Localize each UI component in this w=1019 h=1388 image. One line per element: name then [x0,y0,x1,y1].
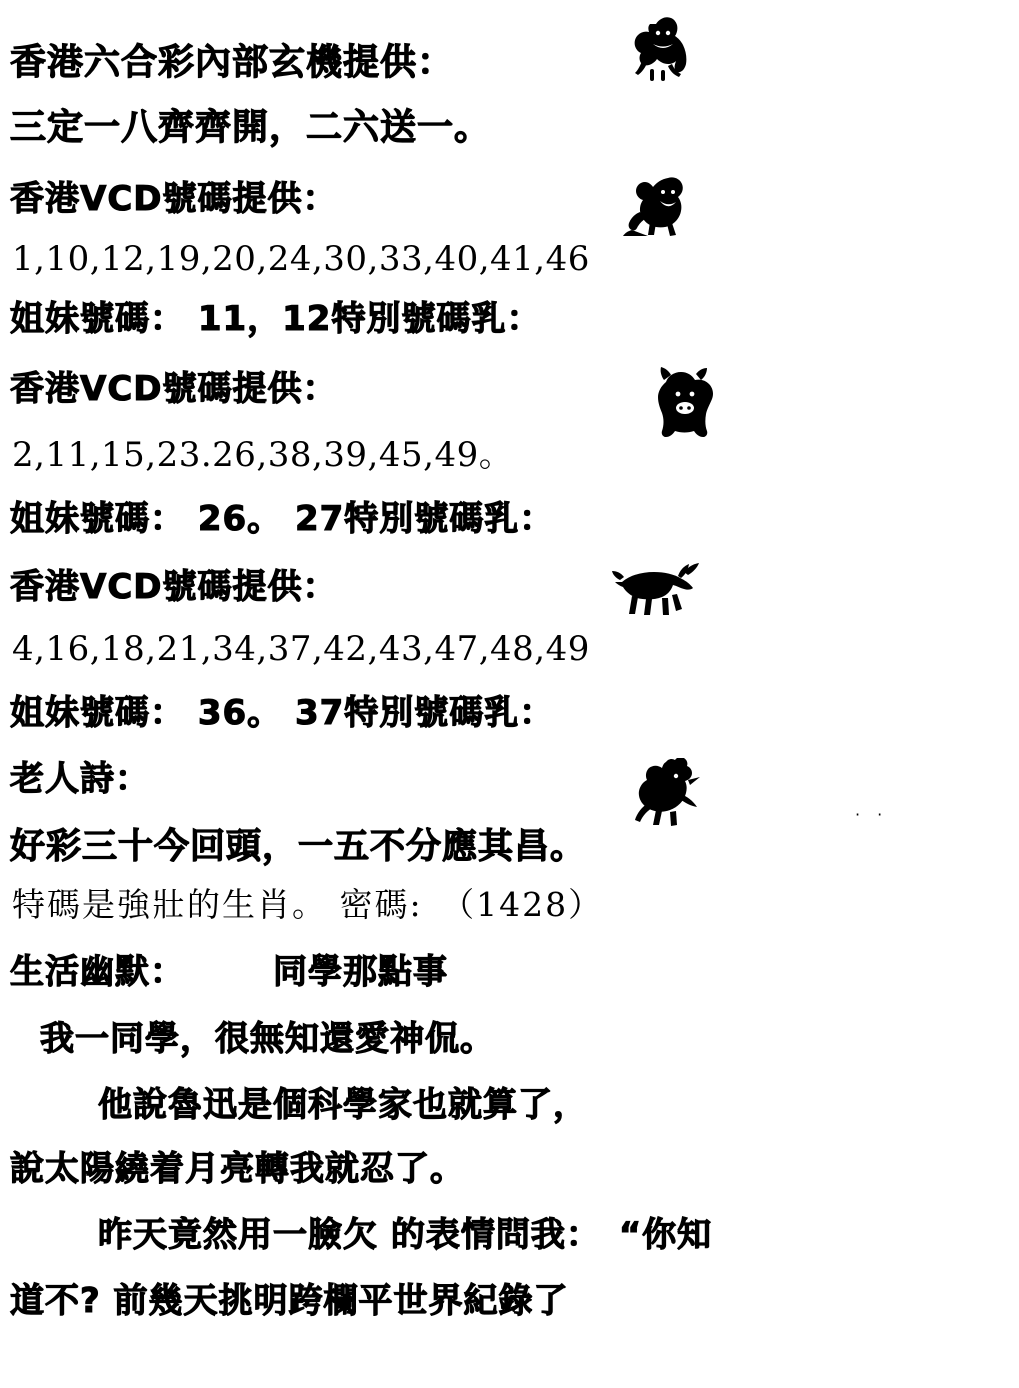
number-list-1: 1,10,12,19,20,24,30,33,40,41,46 [12,239,590,279]
rooster-stamp [628,758,714,828]
goat-stamp [612,560,702,616]
number-list-3: 4,16,18,21,34,37,42,43,47,48,49 [12,629,590,669]
heading-line-1: 香港六合彩內部玄機提供： [10,42,455,83]
old-man-poem-body: 好彩三十今回頭，一五不分應其昌。 [10,827,587,867]
number-list-2: 2,11,15,23.26,38,39,45,49。 [12,435,514,475]
humor-line-5: 道不? 前幾天挑明跨欄平世界紀錄了 [10,1281,569,1321]
vcd-heading-3: 香港VCD號碼提供： [10,567,338,607]
tiger-stamp [620,14,700,84]
humor-line-2: 他說魯迅是個科學家也就算了， [98,1085,588,1125]
special-code-line: 特碼是強壯的生肖。 密碼: （1428） [12,885,604,924]
sister-numbers-2: 姐妹號碼： 26。 27特別號碼乳： [10,499,555,539]
sister-numbers-1: 姐妹號碼： 11，12特別號碼乳： [10,299,542,339]
corner-dots-mark: · · [855,805,889,824]
vcd-heading-2: 香港VCD號碼提供： [10,369,338,409]
pig-stamp [650,366,728,444]
humor-line-4: 昨天竟然用一臉欠 的表情問我： “你知 [98,1215,713,1255]
fortune-line-1: 三定一八齊齊開，二六送一。 [10,107,492,148]
old-man-poem-heading: 老人詩： [10,759,150,799]
vcd-heading-1: 香港VCD號碼提供： [10,179,338,219]
humor-line-3: 說太陽繞着月亮轉我就忍了。 [10,1149,465,1189]
sister-numbers-3: 姐妹號碼： 36。 37特別號碼乳： [10,693,555,733]
humor-line-1: 我一同學，很無知還愛神侃。 [40,1019,495,1059]
humor-heading: 生活幽默： 同學那點事 [10,952,448,992]
monkey-stamp [620,172,702,238]
